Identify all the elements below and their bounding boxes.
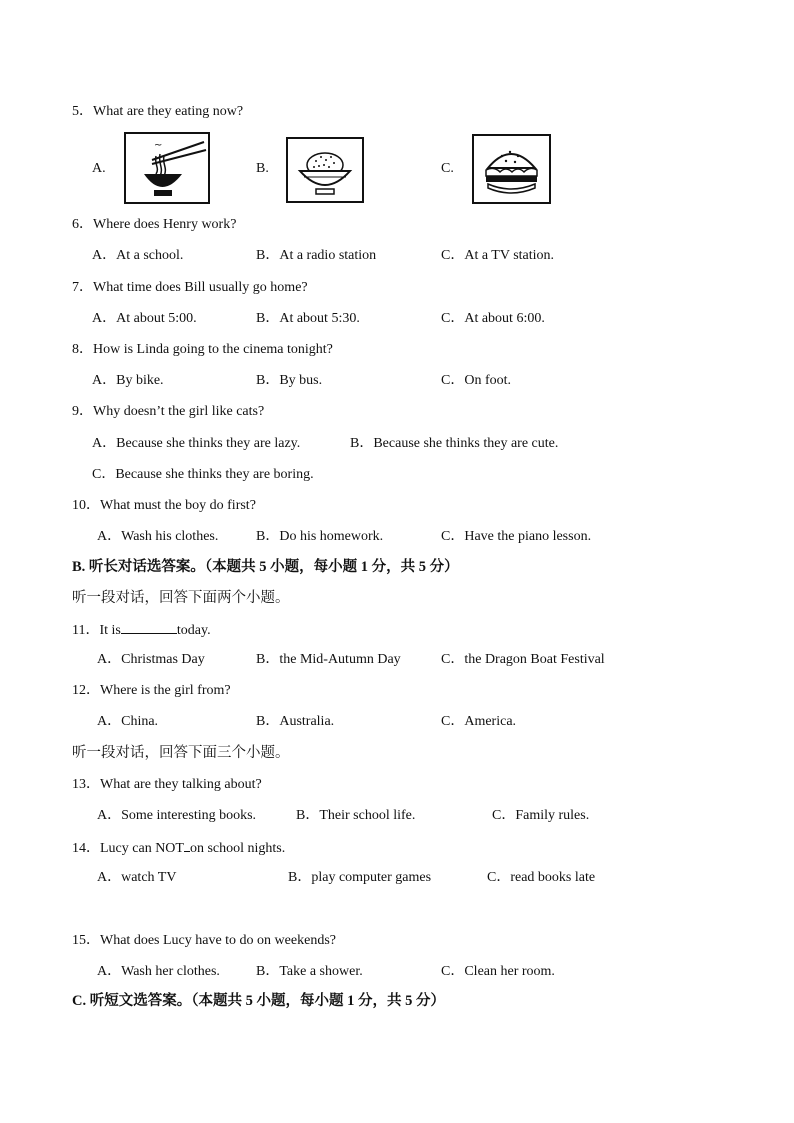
option-11a: A．Christmas Day bbox=[97, 652, 205, 667]
option-11c: C．the Dragon Boat Festival bbox=[441, 652, 605, 667]
hamburger-icon bbox=[472, 134, 551, 204]
question-14-suffix: on school nights. bbox=[189, 841, 286, 856]
option-15a: A．Wash her clothes. bbox=[97, 964, 220, 979]
option-10a: A．Wash his clothes. bbox=[97, 529, 219, 544]
rice-bowl-icon bbox=[286, 137, 364, 203]
option-13a: A．Some interesting books. bbox=[97, 808, 257, 823]
question-10: 10．What must the boy do first? bbox=[72, 498, 256, 513]
option-9a: A．Because she thinks they are lazy. bbox=[92, 436, 301, 451]
option-11b: B．the Mid-Autumn Day bbox=[256, 652, 401, 667]
option-14a: A．watch TV bbox=[97, 870, 177, 885]
option-9b: B．Because she thinks they are cute. bbox=[350, 436, 559, 451]
question-6: 6．Where does Henry work? bbox=[72, 217, 237, 232]
svg-text:~: ~ bbox=[154, 140, 163, 151]
option-5b-label: B. bbox=[256, 161, 269, 176]
option-8b: B．By bus. bbox=[256, 373, 323, 388]
option-10c: C．Have the piano lesson. bbox=[441, 529, 592, 544]
question-8: 8．How is Linda going to the cinema tonight? bbox=[72, 342, 333, 357]
option-15c: C．Clean her room. bbox=[441, 964, 555, 979]
option-12a: A．China. bbox=[97, 714, 159, 729]
question-14 bbox=[72, 838, 285, 858]
option-5a-label: A. bbox=[92, 161, 106, 176]
option-6c: C．At a TV station. bbox=[441, 248, 555, 263]
question-11-prefix: 11．It is bbox=[72, 623, 121, 638]
question-5: 5．What are they eating now? bbox=[72, 104, 244, 119]
option-14c: C．read books late bbox=[487, 870, 596, 885]
option-15b: B．Take a shower. bbox=[256, 964, 363, 979]
option-7a: A．At about 5:00. bbox=[92, 311, 197, 326]
question-11-suffix: today. bbox=[176, 623, 211, 638]
question-7: 7．What time does Bill usually go home? bbox=[72, 280, 308, 295]
question-11 bbox=[72, 620, 211, 640]
option-14b: B．play computer games bbox=[288, 870, 432, 885]
question-12: 12．Where is the girl from? bbox=[72, 683, 231, 698]
option-12b: B．Australia. bbox=[256, 714, 335, 729]
section-b-instruction-2: 听一段对话，回答下面三个小题。 bbox=[72, 745, 290, 761]
option-7b: B．At about 5:30. bbox=[256, 311, 360, 326]
option-8a: A．By bike. bbox=[92, 373, 164, 388]
question-15: 15．What does Lucy have to do on weekends? bbox=[72, 933, 336, 948]
option-13c: C．Family rules. bbox=[492, 808, 590, 823]
option-5c-label: C. bbox=[441, 161, 454, 176]
question-9: 9．Why doesn’t the girl like cats? bbox=[72, 404, 265, 419]
option-8c: C．On foot. bbox=[441, 373, 511, 388]
option-9c: C．Because she thinks they are boring. bbox=[92, 467, 314, 482]
option-6a: A．At a school. bbox=[92, 248, 184, 263]
option-13b: B．Their school life. bbox=[296, 808, 416, 823]
noodle-bowl-icon bbox=[124, 132, 210, 204]
option-10b: B．Do his homework. bbox=[256, 529, 384, 544]
section-b-instruction-1: 听一段对话，回答下面两个小题。 bbox=[72, 590, 290, 606]
option-12c: C．America. bbox=[441, 714, 517, 729]
section-b-heading: B. 听长对话选答案。（本题共 5 小题，每小题 1 分，共 5 分） bbox=[72, 559, 459, 575]
option-7c: C．At about 6:00. bbox=[441, 311, 545, 326]
question-13: 13．What are they talking about? bbox=[72, 777, 262, 792]
answer-blank bbox=[121, 620, 177, 634]
section-c-heading: C. 听短文选答案。（本题共 5 小题，每小题 1 分，共 5 分） bbox=[72, 993, 445, 1009]
option-6b: B．At a radio station bbox=[256, 248, 377, 263]
question-14-prefix: 14．Lucy can NOT bbox=[72, 841, 184, 856]
